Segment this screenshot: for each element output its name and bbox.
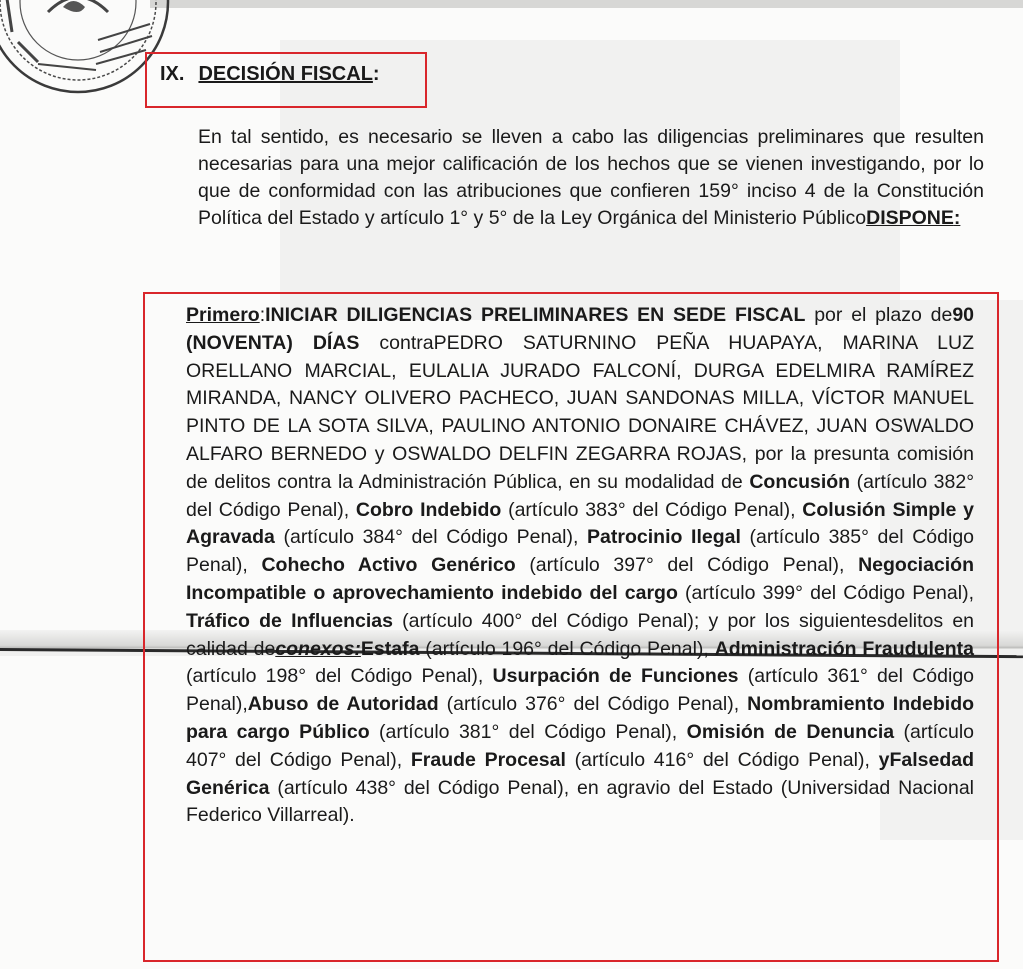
bold-run: INICIAR DILIGENCIAS PRELIMINARES EN SEDE FISCAL (265, 304, 806, 326)
bold-run: Colusión Simple y Agravada (186, 498, 975, 549)
text-run: : (259, 304, 266, 326)
bold-run: Fraude Procesal (410, 748, 566, 771)
text-run: (artículo 407° del Código Penal), (186, 720, 974, 771)
section-heading (160, 63, 380, 86)
bold-run: Usurpación de Funciones (492, 665, 739, 688)
text-run: (artículo 196° del Código Penal), (419, 637, 715, 660)
text-run: (artículo 361° del Código Penal), (186, 665, 975, 716)
bold-run: Omisión de Denuncia (686, 720, 895, 743)
intro-paragraph (198, 124, 984, 232)
text-run: (artículo 376° del Código Penal), (438, 693, 748, 716)
scan-edge (150, 0, 1023, 8)
text-run: (artículo 382° del Código Penal), (186, 470, 975, 521)
text-run: (artículo 383° del Código Penal), (501, 498, 803, 521)
bold-run: 90 (NOVENTA) DÍAS (186, 304, 975, 354)
heading-colon: : (372, 63, 380, 85)
text-run: (artículo 198° del Código Penal), (186, 665, 493, 688)
bold-run: Patrocinio Ilegal (587, 526, 741, 549)
bold-run: Concusión (749, 470, 851, 493)
dispone-keyword: DISPONE (866, 207, 954, 229)
text-run: (artículo 400° del Código Penal); y por los siguientesdelitos en calidad de (186, 609, 975, 660)
text-run: (artículo 385° del Código Penal), (186, 526, 975, 577)
text-run: (artículo 384° del Código Penal), (274, 526, 588, 549)
bold-run: Tráfico de Influencias (186, 609, 393, 632)
bold-run: Negociación Incompatible o aprovechamiento indebido del cargo (186, 554, 975, 604)
primero-paragraph (186, 302, 974, 830)
section-title: DECISIÓN FISCAL (198, 63, 373, 85)
bold-run: Nombramiento Indebido para cargo Público (186, 693, 975, 743)
text-run: (artículo 438° del Código Penal), en agravio del Estado (Universidad Nacional Federico Villarreal). (186, 776, 974, 827)
bold-run: Estafa (360, 637, 420, 660)
text-run: (artículo 397° del Código Penal), (515, 554, 859, 577)
bold-run: yFalsedad Genérica (186, 748, 975, 799)
intro-text: En tal sentido, es necesario se lleven a cabo las diligencias preliminares que resulten necesarias para una mejor calificación de los hechos que se vienen investigando, por lo que de conformidad con las atribuciones que confieren 159° inciso 4 de la Constitución Política del Estado y artículo 1° y 5° de la Ley Orgánica del Ministerio Público (198, 126, 984, 229)
conexos-label: conexos: (275, 637, 361, 660)
bold-run: Administración Fraudulenta (714, 637, 974, 660)
bold-run: Abuso de Autoridad (247, 693, 439, 716)
primero-label: Primero (186, 304, 260, 326)
text-run: contraPEDRO SATURNINO PEÑA HUAPAYA, MARINA LUZ ORELLANO MARCIAL, EULALIA JURADO FALCONÍ, DURGA EDELMIRA RAMÍREZ MIRANDA, NANCY OLIVERO PACHECO, JUAN SANDONAS MILLA, VÍCTOR MANUEL PINTO DE LA SOTA SILVA, PAULINO ANTONIO DONAIRE CHÁVEZ, JUAN OSWALDO ALFARO BERNEDO y OSWALDO DELFIN ZEGARRA ROJAS, por la presunta comisión de delitos contra la Administración Pública, en su modalidad de (186, 331, 975, 493)
text-run: por el plazo de (805, 304, 953, 326)
text-run: (artículo 381° del Código Penal), (369, 720, 687, 743)
bold-run: Cohecho Activo Genérico (261, 554, 516, 577)
section-number: IX. (160, 63, 185, 85)
text-run: (artículo 399° del Código Penal), (677, 581, 974, 604)
dispone-colon: : (953, 207, 961, 229)
bold-run: Cobro Indebido (355, 498, 502, 521)
text-run: (artículo 416° del Código Penal), (565, 748, 879, 771)
